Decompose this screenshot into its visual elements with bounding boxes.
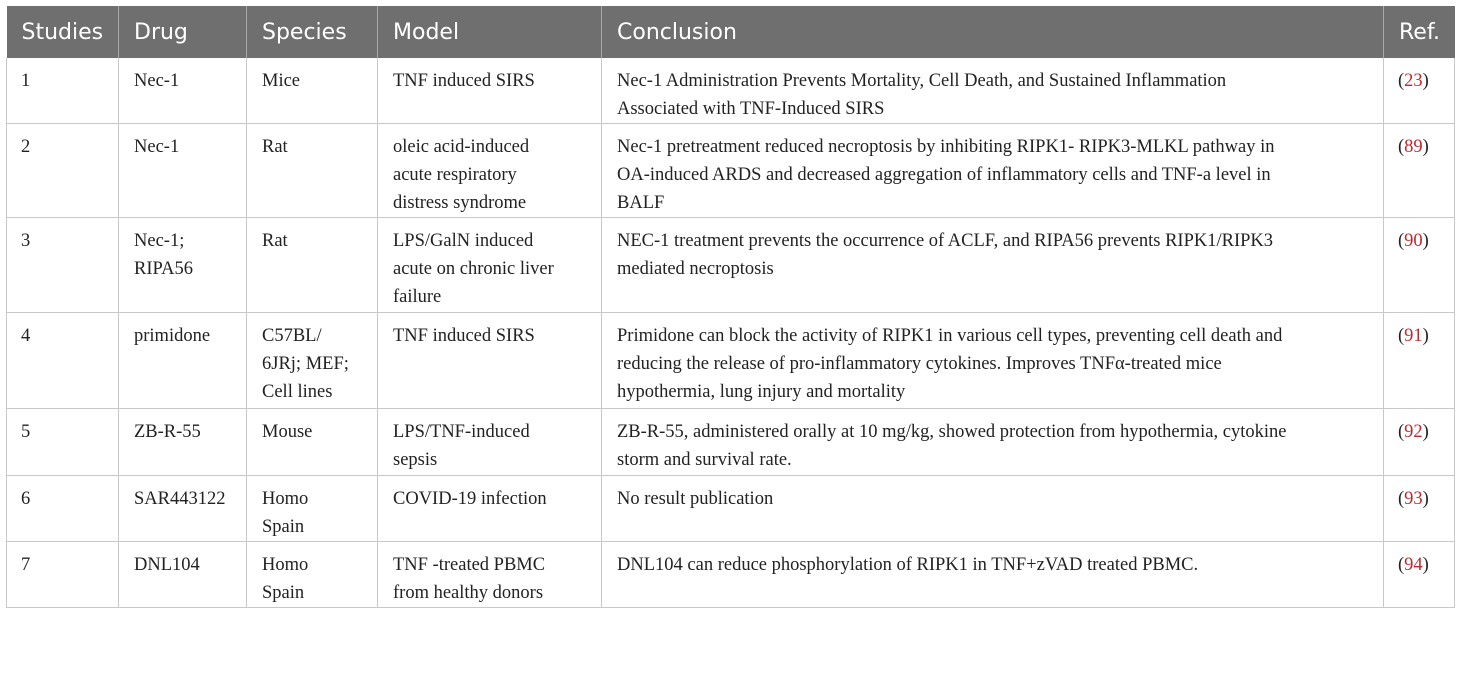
cell-conclusion: No result publication <box>602 476 1384 542</box>
cell-species: Mouse <box>247 409 378 476</box>
cell-study: 7 <box>7 542 119 608</box>
cell-model: TNF induced SIRS <box>378 58 602 124</box>
cell-study: 3 <box>7 218 119 313</box>
cell-model: oleic acid-induced acute respiratory distress syndrome <box>378 124 602 218</box>
cell-ref: (90) <box>1384 218 1455 313</box>
table-row <box>7 313 1455 409</box>
table-row <box>7 124 1455 218</box>
cell-species: C57BL/ 6JRj; MEF; Cell lines <box>247 313 378 409</box>
header-ref: Ref. <box>1384 6 1455 58</box>
header-studies: Studies <box>7 6 119 58</box>
cell-conclusion: DNL104 can reduce phosphorylation of RIPK1 in TNF+zVAD treated PBMC. <box>602 542 1384 608</box>
cell-conclusion: ZB-R-55, administered orally at 10 mg/kg, showed protection from hypothermia, cytokine storm and survival rate. <box>602 409 1384 476</box>
cell-drug: DNL104 <box>119 542 247 608</box>
cell-study: 4 <box>7 313 119 409</box>
cell-ref: (91) <box>1384 313 1455 409</box>
table-row <box>7 542 1455 608</box>
cell-ref: (93) <box>1384 476 1455 542</box>
table-row <box>7 58 1455 124</box>
cell-conclusion: Primidone can block the activity of RIPK1 in various cell types, preventing cell death and reducing the release of pro-inflammatory cytokines. Improves TNFα-treated mice hypothermia, lung injury and mortality <box>602 313 1384 409</box>
ref-link[interactable]: 89 <box>1404 137 1423 157</box>
cell-conclusion: NEC-1 treatment prevents the occurrence of ACLF, and RIPA56 prevents RIPK1/RIPK3 mediated necroptosis <box>602 218 1384 313</box>
header-drug: Drug <box>119 6 247 58</box>
cell-ref: (89) <box>1384 124 1455 218</box>
cell-model: TNF induced SIRS <box>378 313 602 409</box>
cell-ref: (94) <box>1384 542 1455 608</box>
cell-model: LPS/GalN induced acute on chronic liver failure <box>378 218 602 313</box>
header-model: Model <box>378 6 602 58</box>
ref-link[interactable]: 94 <box>1404 555 1423 575</box>
cell-drug: primidone <box>119 313 247 409</box>
header-conclusion: Conclusion <box>602 6 1384 58</box>
studies-table <box>6 6 1455 608</box>
header-species: Species <box>247 6 378 58</box>
table-row <box>7 409 1455 476</box>
cell-species: Mice <box>247 58 378 124</box>
ref-link[interactable]: 93 <box>1404 489 1423 509</box>
cell-conclusion: Nec-1 Administration Prevents Mortality, Cell Death, and Sustained Inflammation Associated with TNF-Induced SIRS <box>602 58 1384 124</box>
cell-species: Homo Spain <box>247 476 378 542</box>
cell-drug: Nec-1 <box>119 58 247 124</box>
cell-study: 6 <box>7 476 119 542</box>
ref-link[interactable]: 23 <box>1404 71 1423 91</box>
ref-link[interactable]: 91 <box>1404 326 1423 346</box>
cell-ref: (92) <box>1384 409 1455 476</box>
cell-species: Rat <box>247 218 378 313</box>
cell-ref: (23) <box>1384 58 1455 124</box>
cell-species: Homo Spain <box>247 542 378 608</box>
cell-study: 1 <box>7 58 119 124</box>
cell-model: COVID-19 infection <box>378 476 602 542</box>
cell-study: 5 <box>7 409 119 476</box>
cell-model: LPS/TNF-induced sepsis <box>378 409 602 476</box>
cell-drug: ZB-R-55 <box>119 409 247 476</box>
cell-drug: Nec-1; RIPA56 <box>119 218 247 313</box>
cell-species: Rat <box>247 124 378 218</box>
table-row <box>7 218 1455 313</box>
cell-study: 2 <box>7 124 119 218</box>
cell-model: TNF -treated PBMC from healthy donors <box>378 542 602 608</box>
cell-drug: SAR443122 <box>119 476 247 542</box>
cell-drug: Nec-1 <box>119 124 247 218</box>
table-row <box>7 476 1455 542</box>
ref-link[interactable]: 90 <box>1404 231 1423 251</box>
header-row <box>7 6 1455 58</box>
ref-link[interactable]: 92 <box>1404 422 1423 442</box>
cell-conclusion: Nec-1 pretreatment reduced necroptosis by inhibiting RIPK1- RIPK3-MLKL pathway in OA-induced ARDS and decreased aggregation of inflammatory cells and TNF-a level in BALF <box>602 124 1384 218</box>
